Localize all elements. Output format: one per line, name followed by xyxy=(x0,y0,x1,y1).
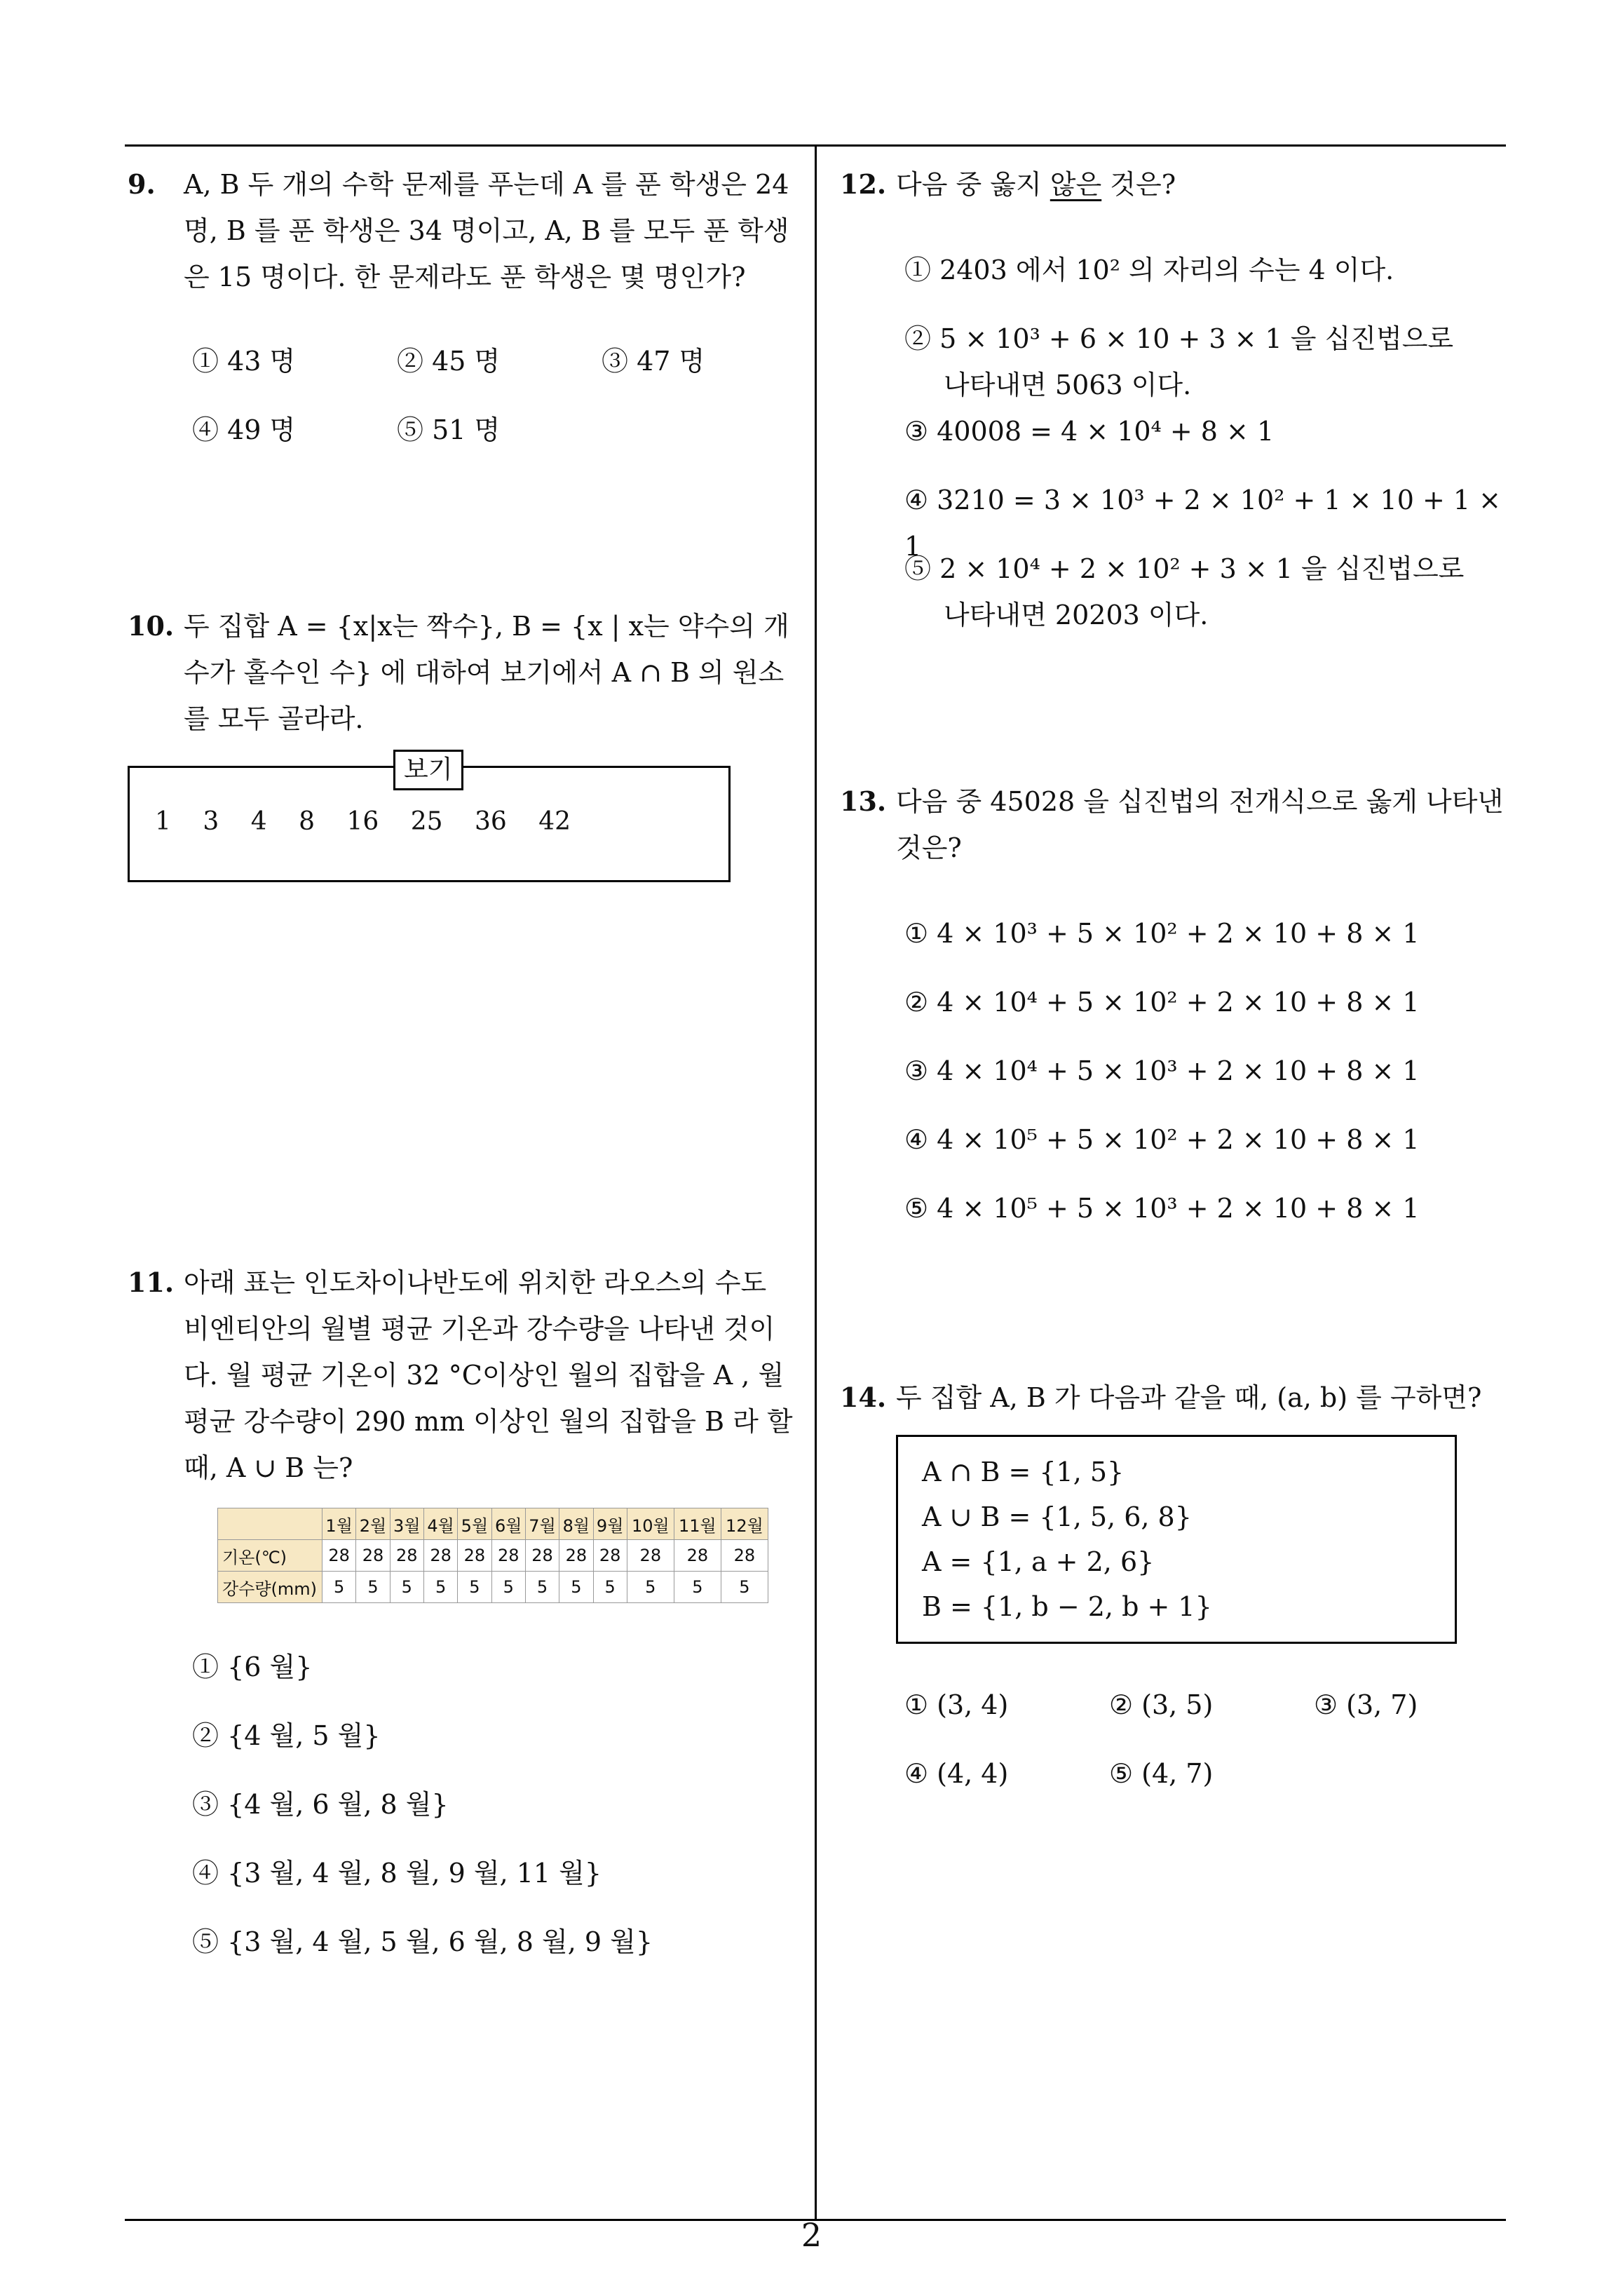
equations-box xyxy=(896,1435,1457,1644)
q13-option-4[interactable]: ④ 4 × 10⁵ + 5 × 10² + 2 × 10 + 8 × 1 xyxy=(904,1124,1420,1155)
table-cell: 28 xyxy=(627,1540,674,1572)
q13-option-5[interactable]: ⑤ 4 × 10⁵ + 5 × 10³ + 2 × 10 + 8 × 1 xyxy=(904,1193,1420,1224)
bogi-item: 36 xyxy=(474,807,507,836)
table-cell: 5 xyxy=(423,1572,457,1603)
q14-option-2[interactable]: ② (3, 5) xyxy=(1109,1689,1214,1720)
table-cell: 5 xyxy=(559,1572,593,1603)
table-cell: 28 xyxy=(423,1540,457,1572)
month-header: 10월 xyxy=(627,1508,674,1540)
table-cell: 28 xyxy=(356,1540,390,1572)
month-header: 4월 xyxy=(423,1508,457,1540)
equation: B = {1, b − 2, b + 1} xyxy=(922,1591,1212,1622)
table-header-row xyxy=(218,1508,768,1540)
bogi-box xyxy=(128,755,731,882)
table-row xyxy=(218,1540,768,1572)
month-header: 7월 xyxy=(525,1508,559,1540)
bogi-item: 16 xyxy=(346,807,379,836)
row-label: 강수량(mm) xyxy=(218,1572,322,1603)
q14-option-4[interactable]: ④ (4, 4) xyxy=(904,1758,1009,1789)
q14-option-3[interactable]: ③ (3, 7) xyxy=(1314,1689,1418,1720)
table-cell: 5 xyxy=(390,1572,423,1603)
table-cell: 28 xyxy=(322,1540,356,1572)
month-header: 9월 xyxy=(593,1508,627,1540)
table-cell: 28 xyxy=(458,1540,491,1572)
bogi-item: 8 xyxy=(299,807,315,836)
q9-option-5[interactable]: ⑤ 51 명 xyxy=(397,414,501,445)
table-cell: 5 xyxy=(322,1572,356,1603)
question-13-number: 13. xyxy=(840,785,887,817)
bogi-label: 보기 xyxy=(393,750,463,790)
q11-option-5[interactable]: ⑤ {3 월, 4 월, 5 월, 6 월, 8 월, 9 월} xyxy=(192,1926,653,1957)
question-12 xyxy=(840,161,1513,638)
q11-option-3[interactable]: ③ {4 월, 6 월, 8 월} xyxy=(192,1789,449,1820)
row-label: 기온(℃) xyxy=(218,1540,322,1572)
question-11-number: 11. xyxy=(128,1267,175,1298)
question-11-options xyxy=(192,1644,801,1987)
bogi-item: 1 xyxy=(155,807,171,836)
q14-option-1[interactable]: ① (3, 4) xyxy=(904,1689,1009,1720)
question-11-text: 11. 아래 표는 인도차이나반도에 위치한 라오스의 수도 비엔티안의 월별 평균 기온과 강수량을 나타낸 것이다. 월 평균 기온이 32 °C이상인 월의 집합을 A , 월 평균 강수량이 290 mm 이상인 월의 집합을 B 라 할 때, A ∪ B 는? xyxy=(184,1260,801,1491)
q12-option-2[interactable]: ② 5 × 10³ + 6 × 10 + 3 × 1 을 십진법으로 나타내면 5063 이다. xyxy=(904,323,1454,400)
table-cell: 28 xyxy=(674,1540,721,1572)
question-10-number: 10. xyxy=(128,610,175,642)
month-header: 12월 xyxy=(721,1508,768,1540)
column-divider xyxy=(815,144,817,2220)
question-9-text: 9. A, B 두 개의 수학 문제를 푸는데 A 를 푼 학생은 24 명, B 를 푼 학생은 34 명이고, A, B 를 모두 푼 학생은 15 명이다. 한 문제라도 푼 학생은 몇 명인가? xyxy=(184,161,801,300)
q12-option-4[interactable]: ④ 3210 = 3 × 10³ + 2 × 10² + 1 × 10 + 1 × 1 xyxy=(904,485,1501,562)
question-12-text: 12. 다음 중 옳지 않은 것은? xyxy=(896,161,1513,208)
bogi-item: 3 xyxy=(203,807,219,836)
q12-option-1[interactable]: ① 2403 에서 10² 의 자리의 수는 4 이다. xyxy=(904,255,1394,285)
table-cell: 28 xyxy=(491,1540,525,1572)
q14-option-5[interactable]: ⑤ (4, 7) xyxy=(1109,1758,1214,1789)
table-cell: 28 xyxy=(390,1540,423,1572)
month-header: 3월 xyxy=(390,1508,423,1540)
table-row xyxy=(218,1572,768,1603)
bogi-item: 4 xyxy=(250,807,267,836)
q11-option-4[interactable]: ④ {3 월, 4 월, 8 월, 9 월, 11 월} xyxy=(192,1858,602,1889)
table-cell: 28 xyxy=(559,1540,593,1572)
question-11 xyxy=(128,1260,801,1987)
equations-box-wrap xyxy=(896,1435,1513,1644)
question-10-text: 10. 두 집합 A = {x|x는 짝수}, B = {x | x는 약수의 개수가 홀수인 수} 에 대하여 보기에서 A ∩ B 의 원소를 모두 골라라. xyxy=(184,603,801,742)
table-cell: 28 xyxy=(593,1540,627,1572)
bogi-item: 42 xyxy=(538,807,571,836)
table-corner xyxy=(218,1508,322,1540)
month-header: 11월 xyxy=(674,1508,721,1540)
month-header: 8월 xyxy=(559,1508,593,1540)
table-cell: 5 xyxy=(458,1572,491,1603)
question-13-text: 13. 다음 중 45028 을 십진법의 전개식으로 옳게 나타낸 것은? xyxy=(896,778,1513,871)
question-13 xyxy=(840,778,1513,1254)
weather-table xyxy=(217,1508,768,1603)
q13-option-1[interactable]: ① 4 × 10³ + 5 × 10² + 2 × 10 + 8 × 1 xyxy=(904,918,1420,949)
q13-option-2[interactable]: ② 4 × 10⁴ + 5 × 10² + 2 × 10 + 8 × 1 xyxy=(904,987,1420,1018)
question-10 xyxy=(128,603,801,882)
table-cell: 5 xyxy=(525,1572,559,1603)
month-header: 6월 xyxy=(491,1508,525,1540)
q9-option-3[interactable]: ③ 47 명 xyxy=(602,346,705,377)
q11-option-2[interactable]: ② {4 월, 5 월} xyxy=(192,1720,381,1751)
month-header: 5월 xyxy=(458,1508,491,1540)
table-cell: 5 xyxy=(491,1572,525,1603)
month-header: 2월 xyxy=(356,1508,390,1540)
q9-option-4[interactable]: ④ 49 명 xyxy=(192,414,296,445)
bogi-items xyxy=(155,807,595,836)
equation: A ∪ B = {1, 5, 6, 8} xyxy=(922,1501,1192,1532)
page-number: 2 xyxy=(801,2216,822,2254)
question-9 xyxy=(128,161,801,453)
q11-option-1[interactable]: ① {6 월} xyxy=(192,1652,313,1682)
table-cell: 28 xyxy=(525,1540,559,1572)
table-cell: 5 xyxy=(627,1572,674,1603)
equation: A = {1, a + 2, 6} xyxy=(922,1546,1155,1577)
equation: A ∩ B = {1, 5} xyxy=(922,1457,1125,1487)
question-9-options xyxy=(192,338,801,453)
bogi-item: 25 xyxy=(410,807,443,836)
table-cell: 5 xyxy=(593,1572,627,1603)
question-9-number: 9. xyxy=(128,168,156,200)
question-14-number: 14. xyxy=(840,1382,887,1413)
question-14-options xyxy=(904,1682,1513,1797)
table-cell: 5 xyxy=(674,1572,721,1603)
table-cell: 28 xyxy=(721,1540,768,1572)
q9-option-1[interactable]: ① 43 명 xyxy=(192,346,296,377)
question-12-options xyxy=(904,247,1513,638)
underlined-word: 않은 xyxy=(1050,169,1102,200)
question-14-text: 14. 두 집합 A, B 가 다음과 같을 때, (a, b) 를 구하면? xyxy=(896,1375,1513,1421)
q12-option-3[interactable]: ③ 40008 = 4 × 10⁴ + 8 × 1 xyxy=(904,416,1275,447)
question-13-options xyxy=(904,910,1513,1254)
q13-option-3[interactable]: ③ 4 × 10⁴ + 5 × 10³ + 2 × 10 + 8 × 1 xyxy=(904,1055,1420,1086)
q9-option-2[interactable]: ② 45 명 xyxy=(397,346,501,377)
table-cell: 5 xyxy=(356,1572,390,1603)
month-header: 1월 xyxy=(322,1508,356,1540)
q12-option-5[interactable]: ⑤ 2 × 10⁴ + 2 × 10² + 3 × 1 을 십진법으로 나타내면 20203 이다. xyxy=(904,553,1465,630)
question-14 xyxy=(840,1375,1513,1797)
question-12-number: 12. xyxy=(840,168,887,200)
table-cell: 5 xyxy=(721,1572,768,1603)
